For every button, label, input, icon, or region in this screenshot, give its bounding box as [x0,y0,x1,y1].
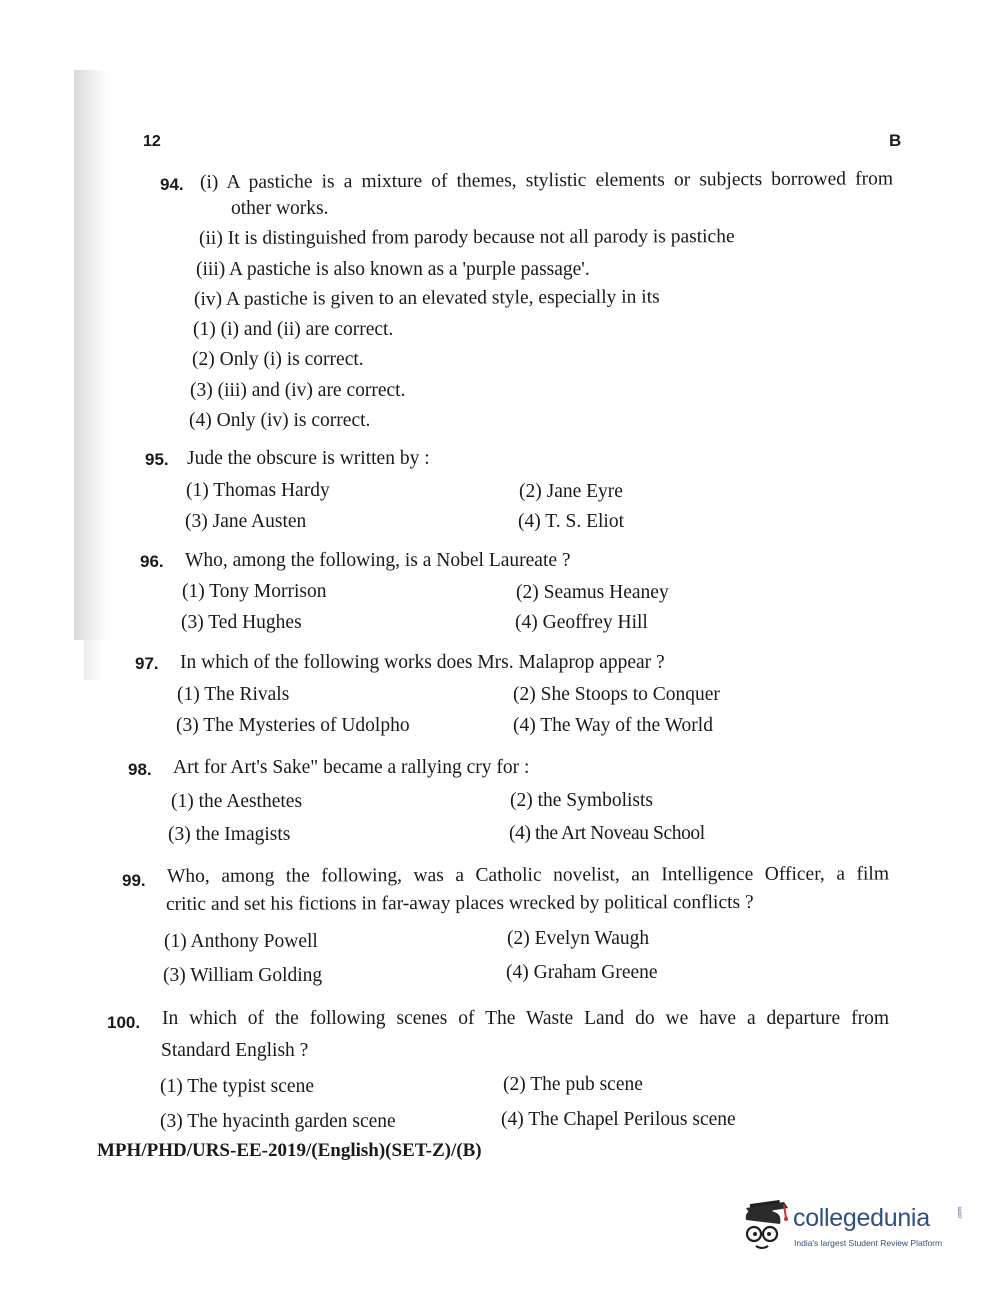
option-3: (3) The hyacinth garden scene [160,1111,396,1132]
option-4: (4) The Chapel Perilous scene [501,1109,736,1130]
statement-i: (i) A pastiche is a mixture of themes, stylistic elements or subjects borrowed from [199,168,894,193]
option-2: (2) the Symbolists [510,790,654,811]
option-3: (3) Jane Austen [185,511,307,532]
option-4: (4) Geoffrey Hill [515,612,648,633]
option-1: (1) The typist scene [160,1076,314,1097]
brand-tagline: India's largest Student Review Platform [794,1238,943,1248]
scan-shadow [74,70,108,640]
option-1: (1) (i) and (ii) are correct. [193,319,394,340]
page-number: 12 [143,133,161,150]
brand-suffix: .com [957,1206,964,1220]
question-number: 99. [122,871,146,890]
question-number: 98. [128,760,152,779]
question-number: 100. [107,1013,141,1032]
statement-iii: (iii) A pastiche is also known as a 'purple passage'. [196,259,590,280]
option-4: (4) Graham Greene [506,962,658,983]
scan-shadow [84,640,104,680]
option-1: (1) the Aesthetes [171,791,303,812]
question-text-line-1: Who, among the following, was a Catholic novelist, an Intelligence Officer, a film [166,863,890,887]
option-2: (2) Seamus Heaney [516,582,669,603]
question-text-line-1: In which of the following scenes of The Waste Land do we have a departure from [162,1008,889,1029]
question-text: Jude the obscure is written by : [187,448,430,469]
option-2: (2) Only (i) is correct. [192,349,364,370]
option-1: (1) Anthony Powell [164,931,318,952]
graduate-mascot-icon [736,1196,794,1254]
option-1: (1) Tony Morrison [182,581,327,602]
question-text: Art for Art's Sake" became a rallying cry for : [173,757,530,778]
brand-name: collegedunia [793,1204,930,1232]
option-1: (1) The Rivals [177,684,290,705]
option-2: (2) Evelyn Waugh [507,928,650,949]
question-text: Who, among the following, is a Nobel Laureate ? [185,550,571,571]
statement-iv: (iv) A pastiche is given to an elevated style, especially in its [193,286,660,310]
collegedunia-logo [736,1196,964,1256]
option-3: (3) Ted Hughes [181,612,302,633]
option-2: (2) The pub scene [503,1074,643,1095]
option-2: (2) She Stoops to Conquer [513,684,720,705]
option-4: (4) The Way of the World [513,715,713,736]
option-3: (3) William Golding [163,965,323,986]
option-4: (4) T. S. Eliot [518,511,624,532]
question-text: In which of the following works does Mrs. Malaprop appear ? [180,652,665,673]
booklet-series: B [889,131,902,150]
option-3: (3) the Imagists [168,824,291,845]
question-number: 97. [135,654,159,673]
question-number: 94. [160,175,184,194]
option-3: (3) (iii) and (iv) are correct. [190,380,406,401]
statement-ii: (ii) It is distinguished from parody because not all parody is pastiche [198,226,735,249]
question-number: 95. [145,450,169,469]
option-4: (4) Only (iv) is correct. [189,410,371,431]
option-4: (4) the Art Noveau School [509,823,705,844]
option-1: (1) Thomas Hardy [186,480,330,501]
question-text-line-2: critic and set his fictions in far-away places wrecked by political conflicts ? [165,891,754,915]
paper-code-footer: MPH/PHD/URS-EE-2019/(English)(SET-Z)/(B) [97,1140,482,1161]
statement-i-cont: other works. [231,198,329,219]
question-number: 96. [140,552,164,571]
option-2: (2) Jane Eyre [519,481,623,502]
question-text-line-2: Standard English ? [161,1040,309,1061]
option-3: (3) The Mysteries of Udolpho [176,715,410,736]
